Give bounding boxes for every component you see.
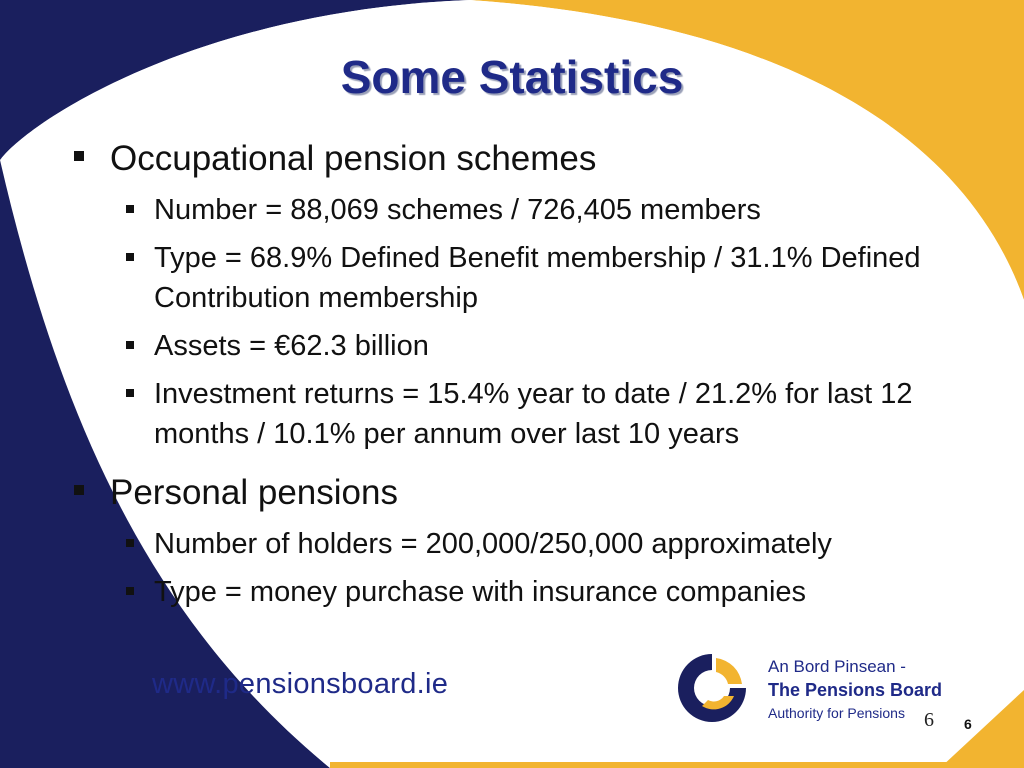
- pensions-board-logo-icon: [672, 648, 752, 728]
- bullet-list: [70, 524, 970, 612]
- list-item-text: Assets = €62.3 billion: [154, 330, 429, 362]
- slide-title: Some Statistics: [340, 51, 684, 103]
- bullet-list: [70, 190, 970, 454]
- section-heading-text: Occupational pension schemes: [110, 139, 597, 178]
- section-heading: [70, 472, 970, 514]
- section-heading-text: Personal pensions: [110, 473, 398, 512]
- list-item: [70, 524, 970, 564]
- list-item-text: Type = 68.9% Defined Benefit membership / 31.1% Defined Contribution membership: [154, 242, 921, 314]
- list-item-text: Number = 88,069 schemes / 726,405 members: [154, 194, 761, 226]
- square-bullet-icon: [126, 253, 134, 261]
- slide-number: 6: [964, 716, 972, 732]
- list-item: [70, 326, 970, 366]
- org-tagline: Authority for Pensions: [768, 705, 905, 721]
- gold-bottom-band-shape: [330, 762, 1024, 768]
- square-bullet-icon: [126, 389, 134, 397]
- org-name-irish: An Bord Pinsean -: [768, 657, 906, 676]
- square-bullet-icon: [74, 485, 84, 495]
- list-item-text: Type = money purchase with insurance companies: [154, 576, 807, 608]
- list-item: [70, 238, 970, 318]
- page-number: 6: [924, 709, 934, 731]
- square-bullet-icon: [126, 539, 134, 547]
- square-bullet-icon: [74, 151, 84, 161]
- square-bullet-icon: [126, 205, 134, 213]
- list-item: [70, 374, 970, 454]
- list-item: [70, 572, 970, 612]
- square-bullet-icon: [126, 587, 134, 595]
- list-item: [70, 190, 970, 230]
- slide-content: [70, 138, 970, 620]
- website-link[interactable]: www.pensionsboard.ie: [152, 668, 449, 700]
- square-bullet-icon: [126, 341, 134, 349]
- section-heading: [70, 138, 970, 180]
- list-item-text: Number of holders = 200,000/250,000 approximately: [154, 528, 832, 560]
- organization-block: [768, 656, 942, 724]
- list-item-text: Investment returns = 15.4% year to date / 21.2% for last 12 months / 10.1% per annum over last 10 years: [154, 378, 913, 450]
- org-name: The Pensions Board: [768, 680, 943, 700]
